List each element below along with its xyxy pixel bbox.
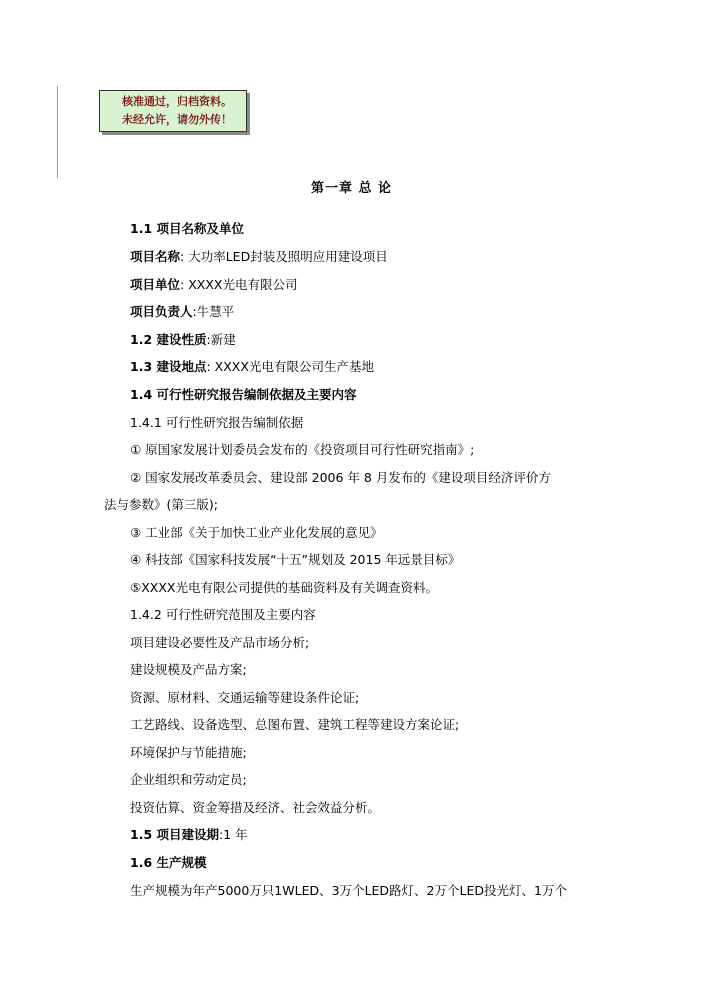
- section-heading: 1.1 项目名称及单位: [130, 221, 244, 236]
- content-item: 企业组织和劳动定员;: [130, 772, 247, 787]
- content-item: 项目建设必要性及产品市场分析;: [130, 635, 310, 650]
- content-item: 投资估算、资金筹措及经济、社会效益分析。: [130, 800, 381, 815]
- project-name-line: 项目名称: 大功率LED封装及照明应用建设项目: [130, 249, 388, 264]
- content-item: 资源、原材料、交通运输等建设条件论证;: [130, 690, 360, 705]
- basis-item: ③ 工业部《关于加快工业产业化发展的意见》: [130, 525, 383, 540]
- content-item: 环境保护与节能措施;: [130, 745, 247, 760]
- subsection-heading: 1.4.1 可行性研究报告编制依据: [130, 415, 304, 430]
- basis-item: ④ 科技部《国家科技发展“十五”规划及 2015 年远景目标》: [130, 552, 461, 567]
- content-item: 建设规模及产品方案;: [130, 662, 247, 677]
- stamp-line-1: 核准通过，归档资料。: [122, 95, 232, 108]
- chapter-title: 第一章 总 论: [310, 181, 393, 196]
- approval-stamp: [99, 90, 247, 132]
- section-heading: 1.6 生产规模: [130, 855, 207, 870]
- basis-item: ② 国家发展改革委员会、建设部 2006 年 8 月发布的《建设项目经济评价方: [130, 470, 551, 485]
- project-leader-line: 项目负责人:牛慧平: [130, 304, 235, 319]
- section-heading: 1.4 可行性研究报告编制依据及主要内容: [130, 387, 357, 402]
- basis-item: ⑤XXXX光电有限公司提供的基础资料及有关调查资料。: [130, 580, 438, 595]
- basis-item: ① 原国家发展计划委员会发布的《投资项目可行性研究指南》;: [130, 442, 475, 457]
- margin-marker-line: [57, 86, 58, 178]
- construction-nature-line: 1.2 建设性质:新建: [130, 332, 236, 347]
- project-unit-line: 项目单位: XXXX光电有限公司: [130, 277, 298, 292]
- subsection-heading: 1.4.2 可行性研究范围及主要内容: [130, 607, 316, 622]
- construction-site-line: 1.3 建设地点: XXXX光电有限公司生产基地: [130, 359, 374, 374]
- content-item: 工艺路线、设备选型、总图布置、建筑工程等建设方案论证;: [130, 717, 460, 732]
- basis-item-continuation: 法与参数》(第三版);: [104, 497, 218, 512]
- production-scale-line: 生产规模为年产5000万只1WLED、3万个LED路灯、2万个LED投光灯、1万个: [130, 883, 567, 898]
- construction-period-line: 1.5 项目建设期:1 年: [130, 827, 248, 842]
- stamp-line-2: 未经允许，请勿外传！: [122, 113, 232, 126]
